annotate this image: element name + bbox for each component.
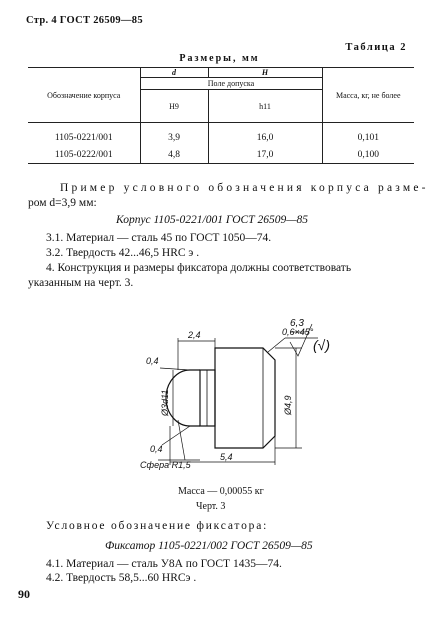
tolerance-H: h11 (208, 90, 322, 123)
mass-label: Масса — 0,00055 кг (178, 486, 264, 497)
dim-chamfer: 0,6×45° (282, 327, 314, 337)
col-mass-header: Масса, кг, не более (322, 68, 414, 123)
example-designation: Корпус 1105-0221/001 ГОСТ 26509—85 (116, 214, 308, 226)
item-3-1: 3.1. Материал — сталь 45 по ГОСТ 1050—74. (46, 232, 272, 244)
item-3-2: 3.2. Твердость 42...46,5 HRC э . (46, 247, 200, 259)
item-4-cont: указанным на черт. 3. (28, 277, 134, 289)
dim-04-top: 0,4 (146, 356, 159, 366)
dim-bottom: 5,4 (220, 452, 233, 462)
example-intro-line1: Пример условного обозначения корпуса разме- (60, 182, 429, 194)
dim-dia-big: Ø4,9 (283, 395, 293, 415)
figure-caption: Черт. 3 (196, 501, 226, 512)
col-d-header: d (140, 68, 208, 78)
page-number: 90 (18, 587, 30, 601)
fixator-designation: Фиксатор 1105-0221/002 ГОСТ 26509—85 (105, 540, 313, 552)
table-units: Размеры, мм (179, 53, 260, 64)
roughness-value: 6,3 (290, 318, 304, 329)
body-outline (215, 348, 275, 448)
table-title: Таблица 2 (345, 42, 407, 53)
tolerance-field-header: Поле допуска (140, 78, 322, 90)
tolerance-d: H9 (140, 90, 208, 123)
item-4-2: 4.2. Твердость 58,5...60 HRCэ . (46, 572, 197, 584)
table-row: 1105-0222/001 4,8 17,0 0,100 (28, 146, 414, 164)
sphere-label: Сфера R1,5 (140, 460, 191, 470)
roughness-extra: (√) (313, 337, 331, 353)
example-intro-line2: ром d=3,9 мм: (28, 197, 97, 209)
fixator-intro: Условное обозначение фиксатора: (46, 520, 269, 532)
page-header: Стр. 4 ГОСТ 26509—85 (26, 15, 143, 26)
table-row: 1105-0221/001 3,9 16,0 0,101 (28, 123, 414, 147)
col-designation-header: Обозначение корпуса (28, 68, 140, 123)
col-H-header: H (208, 68, 322, 78)
dim-04-bottom: 0,4 (150, 444, 163, 454)
dome-outline (166, 370, 200, 426)
dim-top: 2,4 (188, 330, 201, 340)
shank-outline (200, 370, 215, 426)
item-4: 4. Конструкция и размеры фиксатора должны соответствовать (46, 262, 352, 274)
dim-dia-small: Ø3d11 (160, 389, 170, 416)
item-4-1: 4.1. Материал — сталь У8А по ГОСТ 1435—74. (46, 558, 282, 570)
